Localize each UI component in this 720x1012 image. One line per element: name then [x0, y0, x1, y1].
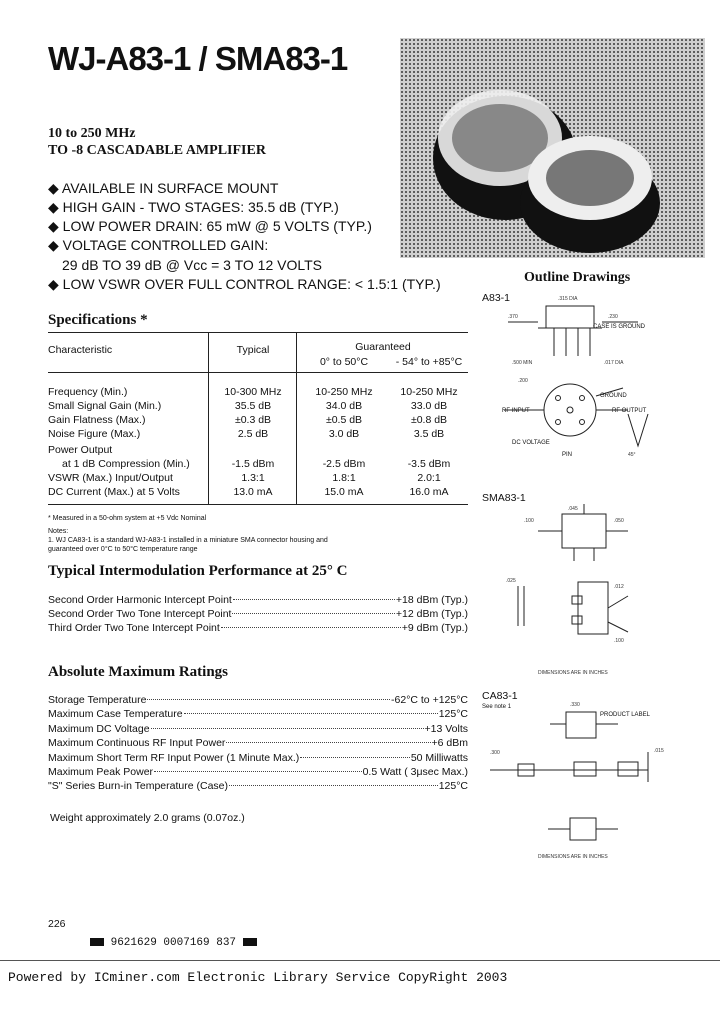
- absmax-row: Maximum Peak Power 0.5 Watt ( 3μsec Max.): [48, 766, 468, 778]
- product-photo-illustration: [400, 38, 705, 258]
- a83-side-view: [508, 306, 638, 356]
- spec-row-typical: ±0.3 dB: [234, 414, 272, 426]
- svg-text:DIMENSIONS ARE IN INCHES: DIMENSIONS ARE IN INCHES: [538, 670, 608, 676]
- svg-text:.315 DIA: .315 DIA: [558, 296, 578, 302]
- svg-text:.100: .100: [614, 638, 624, 644]
- spec-row-guaranteed-2: 10-250 MHz: [400, 386, 458, 398]
- spec-row-guaranteed-1: 10-250 MHz: [315, 386, 373, 398]
- svg-text:.330: .330: [570, 702, 580, 708]
- notes-label: Notes:: [48, 528, 69, 535]
- outline-label-sma83: SMA83-1: [482, 492, 526, 504]
- absmax-row: Maximum Short Term RF Input Power (1 Minute Max.) 50 Milliwatts: [48, 752, 468, 764]
- intermod-row: Second Order Harmonic Intercept Point +18 dBm (Typ.): [48, 594, 468, 606]
- spec-row-guaranteed-2: 2.0:1: [417, 472, 441, 484]
- outline-drawings: [478, 286, 710, 886]
- spec-row-name: Small Signal Gain (Min.): [48, 400, 162, 412]
- spec-row-guaranteed-2: ±0.8 dB: [410, 414, 448, 426]
- subtitle-frequency: 10 to 250 MHz: [48, 126, 136, 141]
- svg-text:45°: 45°: [628, 452, 636, 458]
- outline-caption: CASE IS GROUND: [593, 324, 646, 330]
- col-header-typical: Typical: [236, 344, 270, 356]
- weight-note: Weight approximately 2.0 grams (0.07oz.): [50, 812, 245, 824]
- svg-text:.050: .050: [614, 518, 624, 524]
- outline-label-ca83: CA83-1: [482, 690, 518, 702]
- spec-note: 1. WJ CA83-1 is a standard WJ-A83-1 installed in a miniature SMA connector housing and: [48, 537, 328, 544]
- spec-row-name: Gain Flatness (Max.): [48, 414, 146, 426]
- spec-footnote: * Measured in a 50-ohm system at +5 Vdc Nominal: [48, 515, 207, 522]
- divider: [48, 372, 468, 373]
- svg-text:.200: .200: [518, 378, 528, 384]
- svg-text:.015: .015: [654, 748, 664, 754]
- barcode-bar: [243, 938, 257, 946]
- subtitle-description: TO -8 CASCADABLE AMPLIFIER: [48, 143, 266, 158]
- svg-text:.012: .012: [614, 584, 624, 590]
- outline-caption: RF OUTPUT: [612, 408, 647, 414]
- feature-item: ◆ AVAILABLE IN SURFACE MOUNT: [48, 180, 279, 196]
- product-photo: [400, 38, 705, 258]
- svg-text:.370: .370: [508, 314, 518, 320]
- svg-text:.025: .025: [506, 578, 516, 584]
- outline-label-a83: A83-1: [482, 292, 511, 304]
- svg-text:.230: .230: [608, 314, 618, 320]
- spec-row-name: Power Output: [48, 444, 113, 456]
- spec-row-typical: 35.5 dB: [234, 400, 272, 412]
- spec-row-guaranteed-1: ±0.5 dB: [325, 414, 363, 426]
- col-header-characteristic: Characteristic: [48, 344, 113, 356]
- spec-row-guaranteed-1: 1.8:1: [332, 472, 356, 484]
- spec-row-name: Frequency (Min.): [48, 386, 128, 398]
- spec-row-guaranteed-2: 33.0 dB: [410, 400, 448, 412]
- svg-text:.100: .100: [524, 518, 534, 524]
- spec-row-name: VSWR (Max.) Input/Output: [48, 472, 173, 484]
- col-header-temp1: 0° to 50°C: [319, 356, 369, 368]
- outline-caption: PRODUCT LABEL: [600, 712, 650, 718]
- feature-item: ◆ LOW VSWR OVER FULL CONTROL RANGE: < 1.5:1 (TYP.): [48, 276, 441, 292]
- absmax-row: Maximum Case Temperature 125°C: [48, 708, 468, 720]
- spec-row-name: Noise Figure (Max.): [48, 428, 141, 440]
- outline-caption: DC VOLTAGE: [512, 440, 550, 446]
- spec-row-guaranteed-2: -3.5 dBm: [407, 458, 451, 470]
- absmax-row: "S" Series Burn-in Temperature (Case) 125°C: [48, 780, 468, 792]
- intermod-heading: Typical Intermodulation Performance at 25° C: [48, 563, 348, 579]
- page-number: 226: [48, 918, 66, 930]
- spec-row-typical: 2.5 dB: [237, 428, 269, 440]
- svg-text:.500 MIN: .500 MIN: [512, 360, 533, 366]
- sma83-outline: [518, 504, 628, 634]
- col-header-guaranteed: Guaranteed: [355, 341, 411, 353]
- divider: [208, 332, 209, 504]
- svg-text:.300: .300: [490, 750, 500, 756]
- feature-item: ◆ VOLTAGE CONTROLLED GAIN:: [48, 237, 269, 253]
- footer-divider: [0, 960, 720, 961]
- spec-row-typical: -1.5 dBm: [231, 458, 275, 470]
- spec-note: guaranteed over 0°C to 50°C temperature range: [48, 546, 198, 553]
- svg-text:.017 DIA: .017 DIA: [604, 360, 624, 366]
- page-title: WJ-A83-1 / SMA83-1: [48, 40, 348, 77]
- spec-row-guaranteed-1: 34.0 dB: [325, 400, 363, 412]
- col-header-temp2: - 54° to +85°C: [395, 356, 463, 368]
- divider: [48, 332, 468, 333]
- feature-item: ◆ HIGH GAIN - TWO STAGES: 35.5 dB (TYP.): [48, 199, 339, 215]
- spec-row-guaranteed-2: 3.5 dB: [413, 428, 445, 440]
- outline-note: See note 1: [482, 704, 512, 710]
- spec-row-guaranteed-2: 16.0 mA: [409, 486, 449, 498]
- barcode-text: 9621629 0007169 837: [110, 937, 237, 949]
- specs-heading: Specifications *: [48, 312, 148, 328]
- spec-row-typical: 13.0 mA: [233, 486, 273, 498]
- outline-caption: GROUND: [600, 393, 627, 399]
- intermod-row: Third Order Two Tone Intercept Point +9 dBm (Typ.): [48, 622, 468, 634]
- barcode-bar: [90, 938, 104, 946]
- svg-text:DIMENSIONS ARE IN INCHES: DIMENSIONS ARE IN INCHES: [538, 854, 608, 860]
- svg-text:.045: .045: [568, 506, 578, 512]
- spec-row-name: DC Current (Max.) at 5 Volts: [48, 486, 180, 498]
- absmax-row: Maximum DC Voltage +13 Volts: [48, 723, 468, 735]
- barcode: [90, 937, 257, 949]
- divider: [48, 504, 468, 505]
- absmax-heading: Absolute Maximum Ratings: [48, 664, 229, 680]
- a83-bottom-view: [504, 384, 648, 446]
- footer-text: Powered by ICminer.com Electronic Library Service CopyRight 2003: [8, 970, 508, 985]
- absmax-row: Maximum Continuous RF Input Power +6 dBm: [48, 737, 468, 749]
- spec-row-typical: 1.3:1: [241, 472, 265, 484]
- spec-row-guaranteed-1: 15.0 mA: [324, 486, 364, 498]
- spec-row-guaranteed-1: 3.0 dB: [328, 428, 360, 440]
- intermod-row: Second Order Two Tone Intercept Point +12 dBm (Typ.): [48, 608, 468, 620]
- ca83-outline: [490, 712, 648, 840]
- outline-caption: PIN: [562, 452, 573, 458]
- feature-item-continued: 29 dB TO 39 dB @ Vcc = 3 TO 12 VOLTS: [62, 257, 322, 273]
- outline-heading: Outline Drawings: [524, 270, 631, 285]
- spec-row-name: at 1 dB Compression (Min.): [62, 458, 190, 470]
- spec-row-typical: 10-300 MHz: [224, 386, 282, 398]
- feature-item: ◆ LOW POWER DRAIN: 65 mW @ 5 VOLTS (TYP.): [48, 218, 372, 234]
- absmax-row: Storage Temperature -62°C to +125°C: [48, 694, 468, 706]
- spec-row-guaranteed-1: -2.5 dBm: [322, 458, 366, 470]
- divider: [296, 332, 297, 504]
- outline-caption: RF INPUT: [502, 408, 530, 414]
